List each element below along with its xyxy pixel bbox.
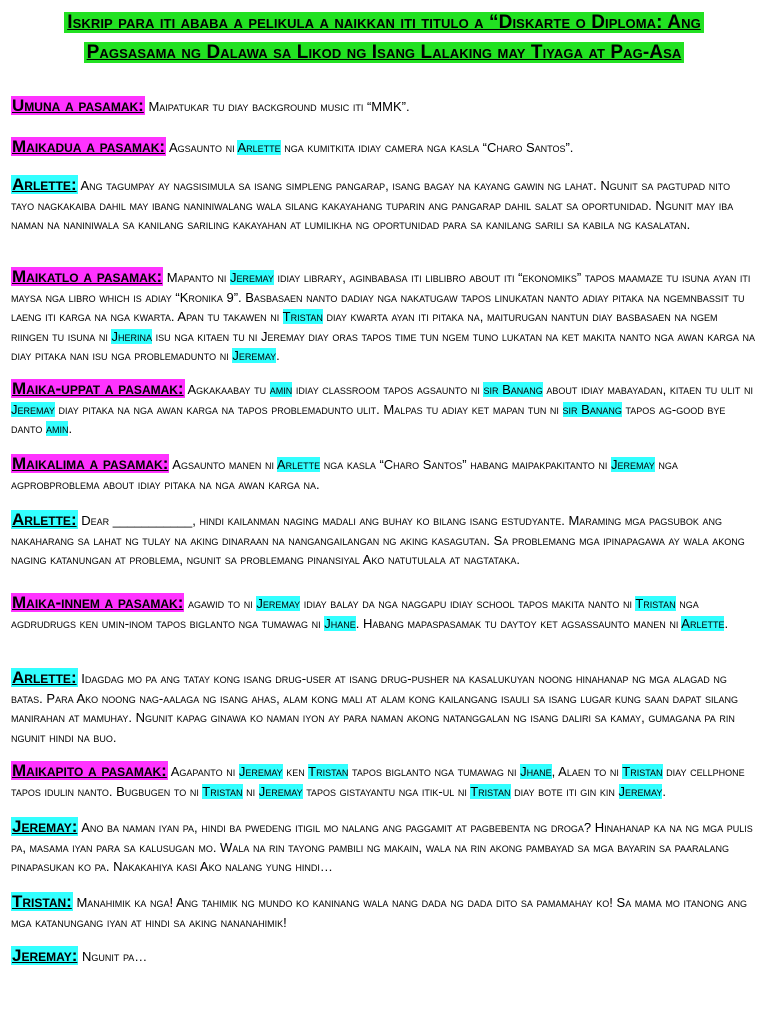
scene-label: Maikalima a pasamak: [12,454,169,473]
document-title [20,8,748,68]
dialogue-paragraph [11,817,756,877]
dialogue-paragraph [11,510,756,570]
paragraph-text: idiay library, aginbabasa iti liblibro about iti “ekonomiks” tapos maamaze tu isuna ayan iti maysa nga libro which is adiay “Kronika 9”. Basbasaen nanto dadiay nga nakatugaw tapos linukatan nanto adiay pitaka na ngemnbassit tu laeng iti karga na nga kwarta. Apan tu takawen ni [11,270,751,324]
paragraph-text: diay cellphone tapos idulin nanto. Bugbugen to ni [11,764,745,799]
paragraph-text: isu nga kitaen tu ni Jeremay diay oras tapos time tun ngem tuno lukatan na ket makita nanto nga awan karga na diay pitaka nan isu nga problemadunto ni [11,328,755,363]
name-highlight: amin [45,421,69,436]
name-highlight: Arlette [237,140,281,155]
paragraph-text: diay bote iti gin kin [510,783,619,799]
paragraph-text: . [724,615,729,631]
paragraph-text: Agapanto ni [167,764,239,779]
paragraph-text: diay kwarta ayan iti pitaka na, maiturugan nantun diay basbasaen na ngem riingen tu isuna ni [11,309,718,344]
paragraph-text: Dear ___________, hindi kailanman naging madali ang buhay ko bilang isang estudyante. Maraming mga pagsubok ang nakaharang sa lahat ng tulay na aking dinaraan na nangangailangan ng aking kasagutan. Sa problemang mga ipinapagawa ay wala akong naging katanungan at problema, ngunit sa problemang pinansiyal Ako natutulala at nagtataka. [11,513,745,567]
scene-paragraph [11,454,756,494]
name-highlight: amin [269,382,293,397]
speaker-label: Arlette: [12,668,77,687]
paragraph-text: Agsaunto manen ni [169,457,277,472]
paragraph-text: idiay classroom tapos agsaunto ni [292,382,484,397]
scene-label: Maika-uppat a pasamak: [12,379,184,398]
scene-label: Maikadua a pasamak: [12,137,166,156]
dialogue-paragraph [11,946,756,967]
name-highlight: Jeremay [610,457,655,472]
paragraph-text: . [68,421,73,436]
scene-paragraph [11,137,756,158]
paragraph-text: agawid to ni [184,596,257,611]
name-highlight: Arlette [681,615,725,631]
paragraph-text: nga kumitkita idiay camera nga kasla “Charo Santos”. [280,140,574,155]
name-highlight: Tristan [202,783,243,799]
name-highlight: Tristan [470,783,511,799]
paragraph-text: nga agdrudrugs ken umin-inom tapos biglanto nga tumawag ni [11,596,699,631]
paragraph-text: nga kasla “Charo Santos” habang maipakpakitanto ni [320,457,611,472]
paragraph-text: , Alaen to ni [551,764,623,779]
scene-paragraph [11,379,756,439]
name-highlight: sir Banang [562,401,622,417]
document-title-text: Iskrip para iti ababa a pelikula a naikkan iti titulo a “Diskarte o Diploma: Ang Pagsasama ng Dalawa sa Likod ng Isang Lalaking may Tiyaga at Pag-Asa [64,12,704,63]
paragraph-text: Agkakaabay tu [184,382,270,397]
paragraph-text: idiay balay da nga naggapu idiay school tapos makita nanto ni [300,596,636,611]
paragraph-text: . [662,783,666,799]
paragraph-text: Ngunit pa… [78,949,148,964]
dialogue-paragraph [11,668,756,747]
name-highlight: Jeremay [232,348,277,363]
paragraph-text: tapos biglanto nga tumawag ni [348,764,521,779]
speaker-label: Jeremay: [12,946,78,965]
speaker-label: Jeremay: [12,817,78,836]
name-highlight: Tristan [635,596,676,611]
speaker-label: Tristan: [12,892,72,911]
name-highlight: Jhane [520,764,552,779]
paragraph-text: about idiay mabayadan, kitaen tu ulit ni [542,382,754,397]
name-highlight: sir Banang [483,382,543,397]
name-highlight: Jeremay [256,596,301,611]
scene-label: Maika-innem a pasamak: [12,593,184,612]
name-highlight: Arlette [276,457,321,472]
scene-paragraph [11,96,756,117]
paragraph-text: . [276,348,280,363]
name-highlight: Jeremay [238,764,283,779]
name-highlight: Tristan [622,764,663,779]
speaker-label: Arlette: [12,510,77,529]
name-highlight: Jeremay [230,270,274,285]
paragraph-text: Mapanto ni [163,270,230,285]
paragraph-text: Ano ba naman iyan pa, hindi ba pwedeng itigil mo nalang ang paggamit at pagbebenta ng droga? Hinahanap ka na ng mga pulis pa, masama iyan para sa kalusugan mo. Wala na rin tayong pambili ng makain, wala na rin akong pambayad sa mga bayarin sa paaralang pinapasukan ko pa. Nakakahiya kasi Ako nalang yung hindi… [11,820,753,874]
paragraph-text: Agsaunto ni [166,140,238,155]
dialogue-paragraph [11,892,756,932]
scene-label: Maikapito a pasamak: [12,761,167,780]
paragraph-text: Manahimik ka nga! Ang tahimik ng mundo ko kaninang wala nang dada ng dada dito sa pamamahay ko! Sa mama mo itanong ang mga katanungang iyan at hindi sa aking nananahimik! [11,895,747,930]
scene-paragraph [11,761,756,801]
paragraph-text: diay pitaka na nga awan karga na tapos problemadunto ulit. Malpas tu adiay ket mapan tun ni [54,401,563,417]
scene-paragraph [11,267,756,366]
paragraph-text: ni [242,783,259,799]
speaker-label: Arlette: [12,175,77,194]
paragraph-text: tapos ag-good bye danto [11,401,726,436]
paragraph-text: Maipatukar tu diay background music iti “MMK”. [144,99,410,114]
paragraph-text: . Habang mapaspasamak tu daytoy ket agsassaunto manen ni [355,615,682,631]
name-highlight: Tristan [308,764,349,779]
name-highlight: Jherina [111,328,152,344]
name-highlight: Jeremay [618,783,663,799]
paragraph-text: Ang tagumpay ay nagsisimula sa isang simpleng pangarap, isang bagay na kayang gawin ng lahat. Ngunit sa pagtupad nito tayo nagkakaiba dahil may ibang naniniwalang wala silang kakayahang tuparin ang pangarap dahil salat sa oportunidad. Ngunit may iba naman na naniniwala sa kanilang sariling kakayahan at lumilikha ng oportunidad para sa kanilang sarili sa kabila ng kasalatan. [11,178,734,232]
name-highlight: Tristan [282,309,323,324]
dialogue-paragraph [11,175,756,235]
name-highlight: Jeremay [11,401,55,417]
paragraph-text: Idagdag mo pa ang tatay kong isang drug-user at isang drug-pusher na kasalukuyan noong hinahanap ng mga alagad ng batas. Para Ako noong nag-aalaga ng isang ahas, alam kong mali at alam kong kailangang isauli sa isang lugar kung saan dapat silang manirahan at mamuhay. Ngunit kapag ginawa ko naman iyon ay para naman akong natanggalan ng isang daliri sa kamay, gumagana pa rin ngunit hindi na buo. [11,671,738,745]
paragraph-text: nga agprobproblema about idiay pitaka na nga awan karga na. [11,457,678,492]
name-highlight: Jhane [324,615,356,631]
scene-label: Maikatlo a pasamak: [12,267,163,286]
name-highlight: Jeremay [258,783,303,799]
scene-label: Umuna a pasamak: [12,96,144,115]
paragraph-text: ken [282,764,309,779]
paragraph-text: tapos gistayantu nga itik-ul ni [302,783,471,799]
scene-paragraph [11,593,756,633]
